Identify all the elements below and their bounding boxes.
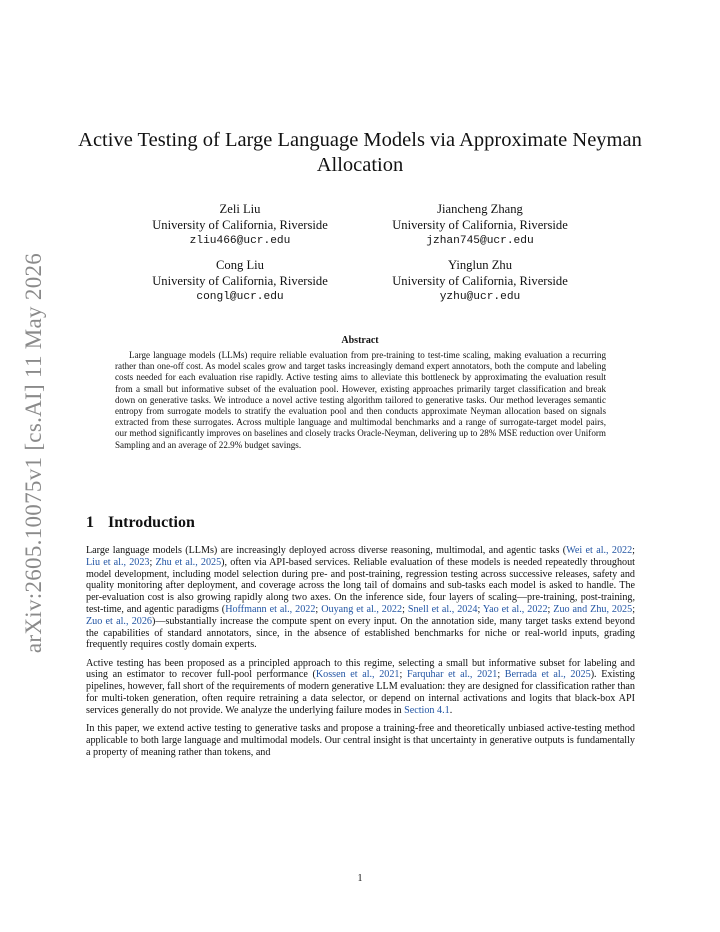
citation-link[interactable]: Berrada et al., 2025 [504,669,591,681]
citation-link[interactable]: Zuo and Zhu, 2025 [553,603,633,615]
section-number: 1 [86,514,94,531]
paragraph-3: In this paper, we extend active testing to generative tasks and propose a training-free and theoretically unbiased active-testing method applicable to both large language and multimodal models. Our central insight is that uncertainty in generative outputs is fundamentally a property of meaning rather than tokens, and [86,723,635,758]
author-affiliation: University of California, Riverside [152,274,328,288]
citation-link[interactable]: Snell et al., 2024 [407,603,478,615]
text-run: ; [402,603,408,615]
paragraph-1 [86,545,635,651]
section-reference-link[interactable]: Section 4.1 [404,704,450,716]
citation-link[interactable]: Wei et al., 2022 [566,545,633,556]
text-run: ; [547,603,554,615]
author-name: Jiancheng Zhang [437,202,523,216]
abstract-text: Large language models (LLMs) require reliable evaluation from pre-training to test-time scaling, making evaluation a recurring rather than one-off cost. As model scales grow and target tasks increasingly demand expert annotators, both the compute and labeling costs needed for each evaluation rise rapidly. Active testing aims to alleviate this bottleneck by approximating the evaluation result from a small but informative subset of the evaluation pool. However, existing approaches primarily target classification and break down on generative tasks. We introduce a novel active testing algorithm tailored to generative tasks. Our method leverages semantic entropy from surrogate models to stratify the evaluation pool and then conducts approximate Neyman allocation based on signals extracted from these surrogates. Across multiple language and multimodal benchmarks and a range of surrogate-target model pairs, our method significantly improves on baselines and closely tracks Oracle-Neyman, delivering up to 28% MSE reduction over Uniform Sampling and an average of 22.9% budget savings. [115,350,606,450]
text-run: ; [149,556,156,568]
paragraph-2 [86,658,635,717]
author-affiliation: University of California, Riverside [392,218,568,232]
citation-link[interactable]: Zuo et al., 2026 [86,615,152,627]
citation-link[interactable]: Yao et al., 2022 [482,603,548,615]
text-run: ), often via API-based services. Reliable evaluation of these models is needed repeatedly throughout model development, including model selection during pre- and post-training, regression testing across successive releases, safety and quality monitoring after deployment, and coverage across the long tail of domains and sub-tasks each model is asked to handle. The per-evaluation cost is also growing rapidly along two axes. On the inference side, four layers of scaling—pre-training, post-training, test-time, and agentic paradigms ( [86,556,635,615]
author-affiliation: University of California, Riverside [152,218,328,232]
author-block [360,257,600,305]
abstract-heading: Abstract [341,335,379,346]
author-email[interactable]: jzhan745@ucr.edu [426,235,534,247]
citation-link[interactable]: Hoffmann et al., 2022 [225,603,316,615]
author-email[interactable]: congl@ucr.edu [196,291,284,303]
text-run: )—substantially increase the compute spent on every input. On the annotation side, many target tasks extend beyond the capabilities of standard annotators, since, in the absence of established benchmarks for niche or real-world inputs, grading frequently requires costly domain experts. [86,615,635,651]
introduction-body [86,545,635,765]
citation-link[interactable]: Zhu et al., 2025 [155,556,222,568]
author-block [120,257,360,305]
citation-link[interactable]: Kossen et al., 2021 [315,669,400,681]
citation-link[interactable]: Farquhar et al., 2021 [406,669,498,681]
author-name: Yinglun Zhu [447,258,513,272]
author-affiliation: University of California, Riverside [392,274,568,288]
section-title: Introduction [108,514,195,531]
author-email[interactable]: yzhu@ucr.edu [439,291,521,303]
author-block [360,201,600,249]
text-run: ; [497,669,505,681]
text-run: ; [315,603,322,615]
text-run: ; [477,603,483,615]
author-name: Cong Liu [216,258,264,272]
author-email[interactable]: zliu466@ucr.edu [189,235,291,247]
author-name: Zeli Liu [219,202,261,216]
text-run: Active testing has been proposed as a principled approach to this regime, selecting a small but informative subset for labeling and using an estimator to recover full-pool performance ( [86,657,635,681]
author-block [120,201,360,249]
arxiv-id-text: arXiv:2605.10075v1 [cs.AI] 11 May 2026 [21,252,46,654]
text-run: ). Existing pipelines, however, fall short of the requirements of modern generative LLM evaluation: they are designed for classification rather than for multi-token generation, often require retraining a data selector, or depend on internal activations and logits that black-box API services generally do not provide. We analyze the underlying failure modes in [86,669,635,716]
section-heading [86,514,195,532]
paper-title: Active Testing of Large Language Models via Approximate Neyman Allocation [78,129,642,176]
citation-link[interactable]: Ouyang et al., 2022 [321,603,403,615]
text-run: ; [632,545,635,556]
text-run: Large language models (LLMs) are increasingly deployed across diverse reasoning, multimodal, and agentic tasks ( [86,545,567,556]
text-run: ; [632,603,636,615]
arxiv-side-identifier [14,252,54,654]
text-run: . [449,704,453,716]
text-run: ; [399,669,407,681]
citation-link[interactable]: Liu et al., 2023 [86,556,150,568]
page-number: 1 [357,873,363,884]
